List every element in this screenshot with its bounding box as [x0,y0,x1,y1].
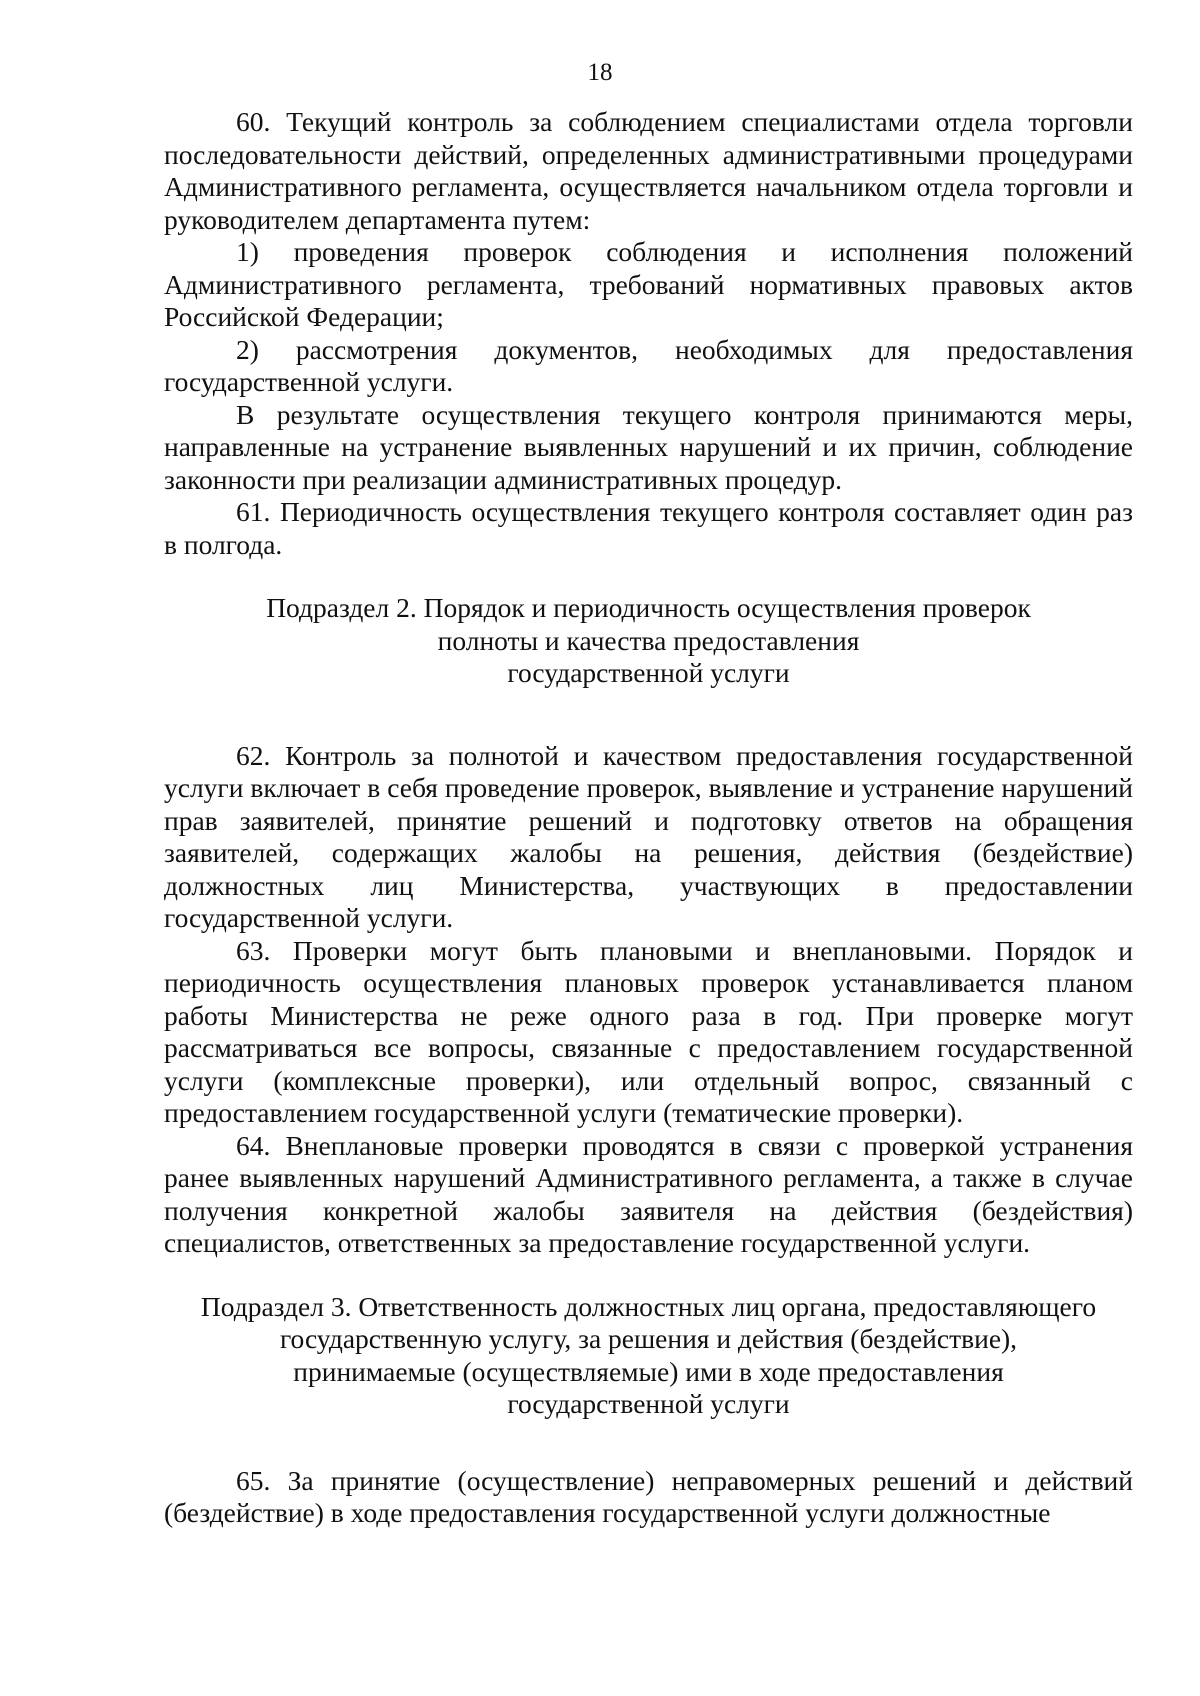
paragraph-60-result: В результате осуществления текущего контроля принимаются меры, направленные на устранение выявленных нарушений и их причин, соблюдение законности при реализации административных процедур. [164,398,1133,495]
paragraph-60-item-2: 2) рассмотрения документов, необходимых для предоставления государственной услуги. [164,333,1133,397]
paragraph-60-item-1: 1) проведения проверок соблюдения и исполнения положений Административного регламента, требований нормативных правовых актов Российской Федерации; [164,236,1133,332]
page-number: 18 [587,59,613,86]
paragraph-61: 61. Периодичность осуществления текущего контроля составляет один раз в полгода. [164,496,1133,560]
subsection-3-heading [164,1291,1133,1421]
paragraph-65: 65. За принятие (осуществление) неправомерных решений и действий (бездействие) в ходе предоставления государственной услуги должностные [164,1464,1133,1528]
subsection-3-heading-line-2: государственную услугу, за решения и действия (бездействие), [279,1323,1018,1354]
subsection-2-heading-line-3: государственной услуги [507,657,790,688]
subsection-2-heading [164,592,1133,690]
subsection-3-heading-line-3: принимаемые (осуществляемые) ими в ходе предоставления [293,1355,1004,1387]
subsection-2-heading-line-2: полноты и качества предоставления [437,624,860,656]
paragraph-60: 60. Текущий контроль за соблюдением специалистами отдела торговли последовательности действий, определенных административными процедурами Административного регламента, осуществляется начальником отдела торговли и руководителем департамента путем: [164,106,1133,235]
paragraph-62: 62. Контроль за полнотой и качеством предоставления государственной услуги включает в себя проведение проверок, выявление и устранение нарушений прав заявителей, принятие решений и подготовку ответов на обращения заявителей, содержащих жалобы на решения, действия (бездействие) должностных лиц Министерства, участвующих в предоставлении государственной услуги. [164,739,1133,933]
subsection-3-heading-line-4: государственной услуги [507,1388,790,1419]
subsection-2-heading-line-1: Подраздел 2. Порядок и периодичность осуществления проверок [266,592,1031,623]
paragraph-64: 64. Внеплановые проверки проводятся в связи с проверкой устранения ранее выявленных нарушений Административного регламента, а также в случае получения конкретной жалобы заявителя на действия (бездействия) специалистов, ответственных за предоставление государственной услуги. [164,1129,1133,1258]
document-body [164,106,1133,1530]
subsection-3-heading-line-1: Подраздел 3. Ответственность должностных лиц органа, предоставляющего [200,1290,1097,1322]
paragraph-63: 63. Проверки могут быть плановыми и внеплановыми. Порядок и периодичность осуществления плановых проверок устанавливается планом работы Министерства не реже одного раза в год. При проверке могут рассматриваться все вопросы, связанные с предоставлением государственной услуги (комплексные проверки), или отдельный вопрос, связанный с предоставлением государственной услуги (тематические проверки). [164,934,1133,1128]
